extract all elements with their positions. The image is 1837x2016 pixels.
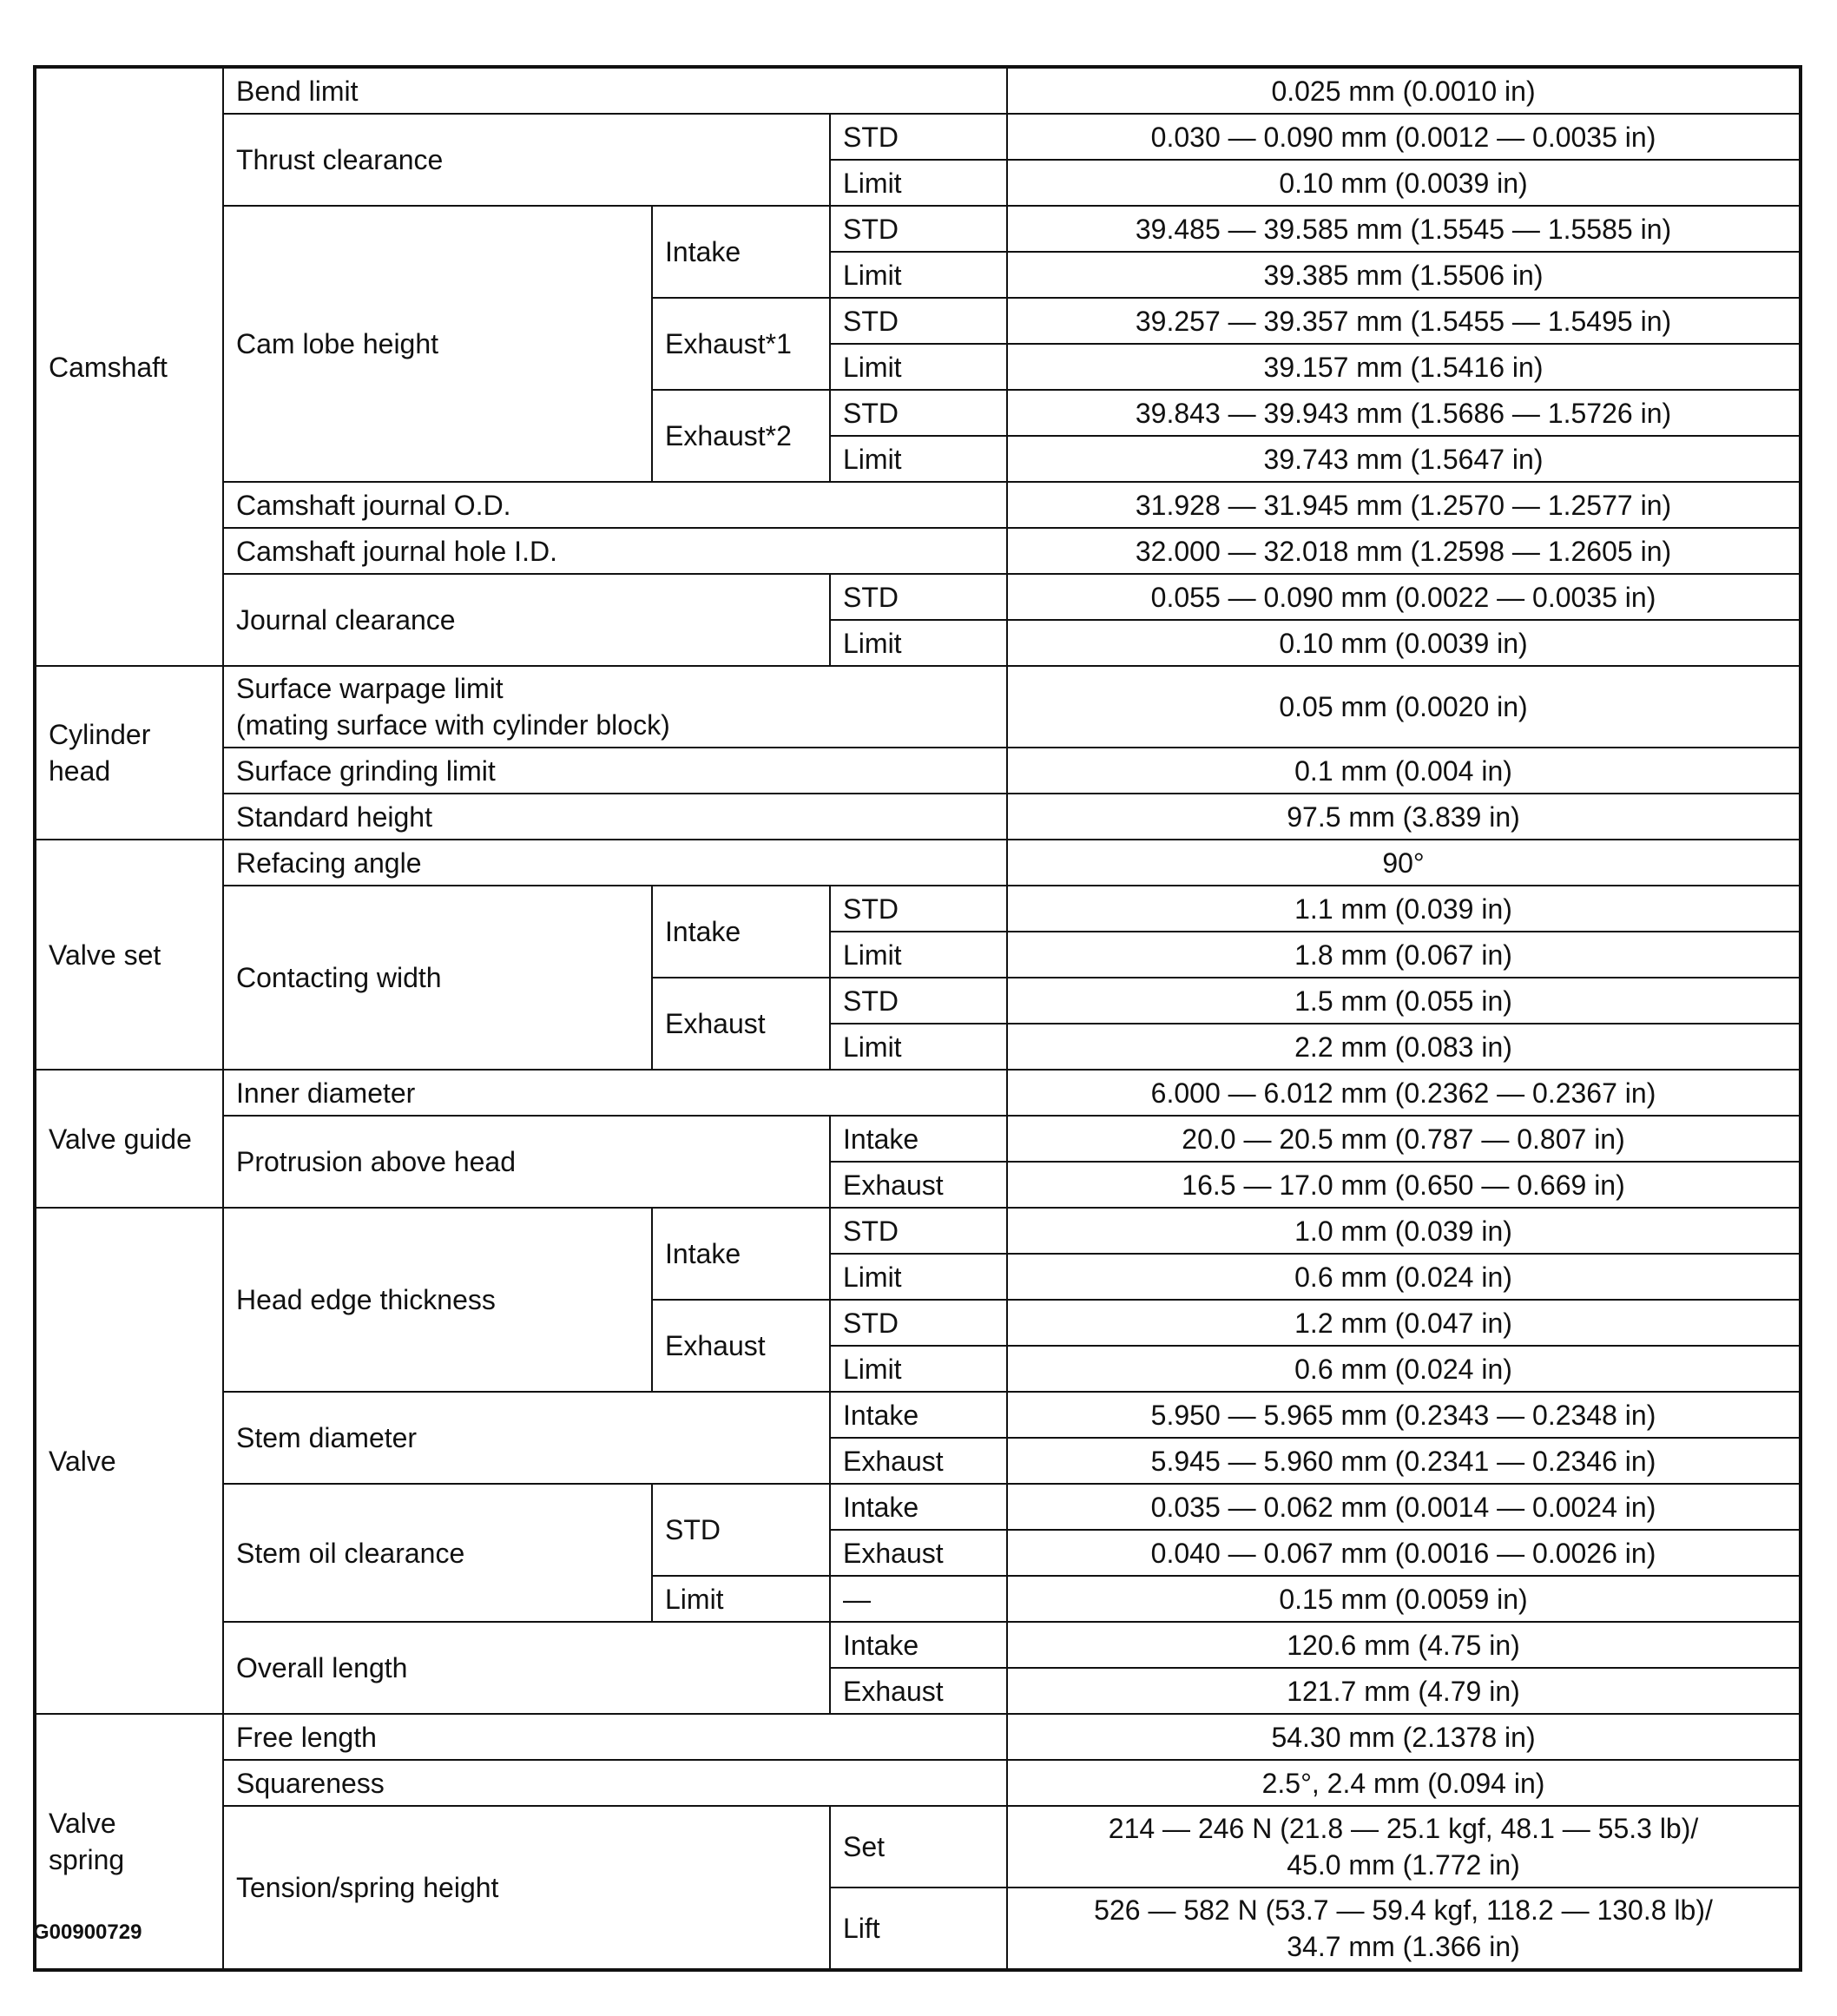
value-cell: 121.7 mm (4.79 in) [1007, 1668, 1801, 1714]
table-row [35, 1714, 1801, 1760]
value-cell: 0.10 mm (0.0039 in) [1007, 620, 1801, 666]
table-row [35, 794, 1801, 840]
sub-label: STD [830, 298, 1007, 344]
group-valve-spring: Valve spring [35, 1714, 223, 1970]
value-cell: 120.6 mm (4.75 in) [1007, 1622, 1801, 1668]
sub-label: Limit [830, 932, 1007, 978]
sub-label: Exhaust [830, 1162, 1007, 1208]
value-cell: 1.2 mm (0.047 in) [1007, 1300, 1801, 1346]
item-contacting-width: Contacting width [223, 886, 652, 1070]
group-camshaft: Camshaft [35, 67, 223, 666]
value-cell: 39.385 mm (1.5506 in) [1007, 252, 1801, 298]
sub-label: STD [830, 114, 1007, 160]
value-cell: 90° [1007, 840, 1801, 886]
table-row [35, 1622, 1801, 1668]
sub-label: Exhaust [830, 1668, 1007, 1714]
sub-label: Exhaust*1 [652, 298, 830, 390]
sub-label: Limit [830, 436, 1007, 482]
item-squareness: Squareness [223, 1760, 1007, 1806]
sub-label: STD [830, 886, 1007, 932]
value-cell: 1.0 mm (0.039 in) [1007, 1208, 1801, 1254]
value-cell: 0.1 mm (0.004 in) [1007, 748, 1801, 794]
table-row [35, 1070, 1801, 1116]
item-journal-clearance: Journal clearance [223, 574, 830, 666]
sub-label: Exhaust [652, 978, 830, 1070]
table-row [35, 528, 1801, 574]
item-head-edge-thickness: Head edge thickness [223, 1208, 652, 1392]
value-cell: 0.035 — 0.062 mm (0.0014 — 0.0024 in) [1007, 1484, 1801, 1530]
sub-label: STD [652, 1484, 830, 1576]
value-cell: 0.05 mm (0.0020 in) [1007, 666, 1801, 748]
item-overall-length: Overall length [223, 1622, 830, 1714]
value-cell: 39.257 — 39.357 mm (1.5455 — 1.5495 in) [1007, 298, 1801, 344]
item-cam-lobe-height: Cam lobe height [223, 206, 652, 482]
group-valve-set: Valve set [35, 840, 223, 1070]
sub-label: Limit [652, 1576, 830, 1622]
sub-label: Intake [830, 1484, 1007, 1530]
table-row [35, 1806, 1801, 1888]
sub-label: Intake [830, 1116, 1007, 1162]
value-cell: 31.928 — 31.945 mm (1.2570 — 1.2577 in) [1007, 482, 1801, 528]
value-cell: 20.0 — 20.5 mm (0.787 — 0.807 in) [1007, 1116, 1801, 1162]
sub-label: Limit [830, 1024, 1007, 1070]
item-journal-od: Camshaft journal O.D. [223, 482, 1007, 528]
sub-label: Limit [830, 1346, 1007, 1392]
sub-label: Set [830, 1806, 1007, 1888]
value-cell: 2.5°, 2.4 mm (0.094 in) [1007, 1760, 1801, 1806]
table-row [35, 114, 1801, 160]
item-tension-spring-height: Tension/spring height [223, 1806, 830, 1970]
item-refacing-angle: Refacing angle [223, 840, 1007, 886]
sub-label: Intake [652, 886, 830, 978]
value-cell: 1.8 mm (0.067 in) [1007, 932, 1801, 978]
value-cell: 0.15 mm (0.0059 in) [1007, 1576, 1801, 1622]
value-cell: 2.2 mm (0.083 in) [1007, 1024, 1801, 1070]
table-row [35, 1392, 1801, 1438]
item-free-length: Free length [223, 1714, 1007, 1760]
item-bend-limit: Bend limit [223, 67, 1007, 114]
item-surface-warpage: Surface warpage limit (mating surface with cylinder block) [223, 666, 1007, 748]
table-row [35, 1116, 1801, 1162]
sub-label: STD [830, 390, 1007, 436]
value-cell: 32.000 — 32.018 mm (1.2598 — 1.2605 in) [1007, 528, 1801, 574]
value-cell: 1.5 mm (0.055 in) [1007, 978, 1801, 1024]
value-cell: 0.055 — 0.090 mm (0.0022 — 0.0035 in) [1007, 574, 1801, 620]
sub-label: STD [830, 978, 1007, 1024]
value-cell: 0.040 — 0.067 mm (0.0016 — 0.0026 in) [1007, 1530, 1801, 1576]
value-cell: 97.5 mm (3.839 in) [1007, 794, 1801, 840]
spec-table [33, 65, 1802, 1972]
item-journal-hole-id: Camshaft journal hole I.D. [223, 528, 1007, 574]
item-stem-oil-clearance: Stem oil clearance [223, 1484, 652, 1622]
value-cell: 214 — 246 N (21.8 — 25.1 kgf, 48.1 — 55.3 lb)/ 45.0 mm (1.772 in) [1007, 1806, 1801, 1888]
sub-label: Intake [652, 206, 830, 298]
item-standard-height: Standard height [223, 794, 1007, 840]
sub-label: STD [830, 1208, 1007, 1254]
table-row [35, 574, 1801, 620]
value-cell: 16.5 — 17.0 mm (0.650 — 0.669 in) [1007, 1162, 1801, 1208]
table-row [35, 482, 1801, 528]
sub-label: Intake [830, 1392, 1007, 1438]
table-row [35, 886, 1801, 932]
value-cell: 54.30 mm (2.1378 in) [1007, 1714, 1801, 1760]
group-cylinder-head: Cylinder head [35, 666, 223, 840]
item-stem-diameter: Stem diameter [223, 1392, 830, 1484]
value-cell: 39.743 mm (1.5647 in) [1007, 436, 1801, 482]
table-row [35, 206, 1801, 252]
value-cell: 39.157 mm (1.5416 in) [1007, 344, 1801, 390]
item-surface-grinding: Surface grinding limit [223, 748, 1007, 794]
value-cell: 39.485 — 39.585 mm (1.5545 — 1.5585 in) [1007, 206, 1801, 252]
sub-label: Intake [830, 1622, 1007, 1668]
sub-label: Exhaust [830, 1438, 1007, 1484]
group-valve-guide: Valve guide [35, 1070, 223, 1208]
item-inner-diameter: Inner diameter [223, 1070, 1007, 1116]
sub-label: Limit [830, 1254, 1007, 1300]
item-protrusion: Protrusion above head [223, 1116, 830, 1208]
value-cell: 39.843 — 39.943 mm (1.5686 — 1.5726 in) [1007, 390, 1801, 436]
value-cell: 6.000 — 6.012 mm (0.2362 — 0.2367 in) [1007, 1070, 1801, 1116]
figure-id: G00900729 [33, 1920, 142, 1944]
value-cell: 526 — 582 N (53.7 — 59.4 kgf, 118.2 — 130.8 lb)/ 34.7 mm (1.366 in) [1007, 1888, 1801, 1970]
table-row [35, 840, 1801, 886]
table-row [35, 1484, 1801, 1530]
sub-label: Limit [830, 344, 1007, 390]
table-row [35, 666, 1801, 748]
table-row [35, 1208, 1801, 1254]
value-cell: 5.950 — 5.965 mm (0.2343 — 0.2348 in) [1007, 1392, 1801, 1438]
table-row [35, 1760, 1801, 1806]
group-valve: Valve [35, 1208, 223, 1714]
value-cell: 0.030 — 0.090 mm (0.0012 — 0.0035 in) [1007, 114, 1801, 160]
sub-label: Exhaust [830, 1530, 1007, 1576]
sub-label: Limit [830, 160, 1007, 206]
sub-label: Exhaust [652, 1300, 830, 1392]
sub-label: Limit [830, 620, 1007, 666]
value-cell: 5.945 — 5.960 mm (0.2341 — 0.2346 in) [1007, 1438, 1801, 1484]
sub-label: Lift [830, 1888, 1007, 1970]
item-thrust-clearance: Thrust clearance [223, 114, 830, 206]
sub-label: STD [830, 574, 1007, 620]
sub-label: — [830, 1576, 1007, 1622]
sub-label: STD [830, 206, 1007, 252]
value-cell: 0.6 mm (0.024 in) [1007, 1254, 1801, 1300]
sub-label: Limit [830, 252, 1007, 298]
value-cell: 1.1 mm (0.039 in) [1007, 886, 1801, 932]
table-row [35, 748, 1801, 794]
value-cell: 0.025 mm (0.0010 in) [1007, 67, 1801, 114]
value-cell: 0.6 mm (0.024 in) [1007, 1346, 1801, 1392]
table-row [35, 67, 1801, 114]
value-cell: 0.10 mm (0.0039 in) [1007, 160, 1801, 206]
sub-label: Intake [652, 1208, 830, 1300]
sub-label: Exhaust*2 [652, 390, 830, 482]
sub-label: STD [830, 1300, 1007, 1346]
